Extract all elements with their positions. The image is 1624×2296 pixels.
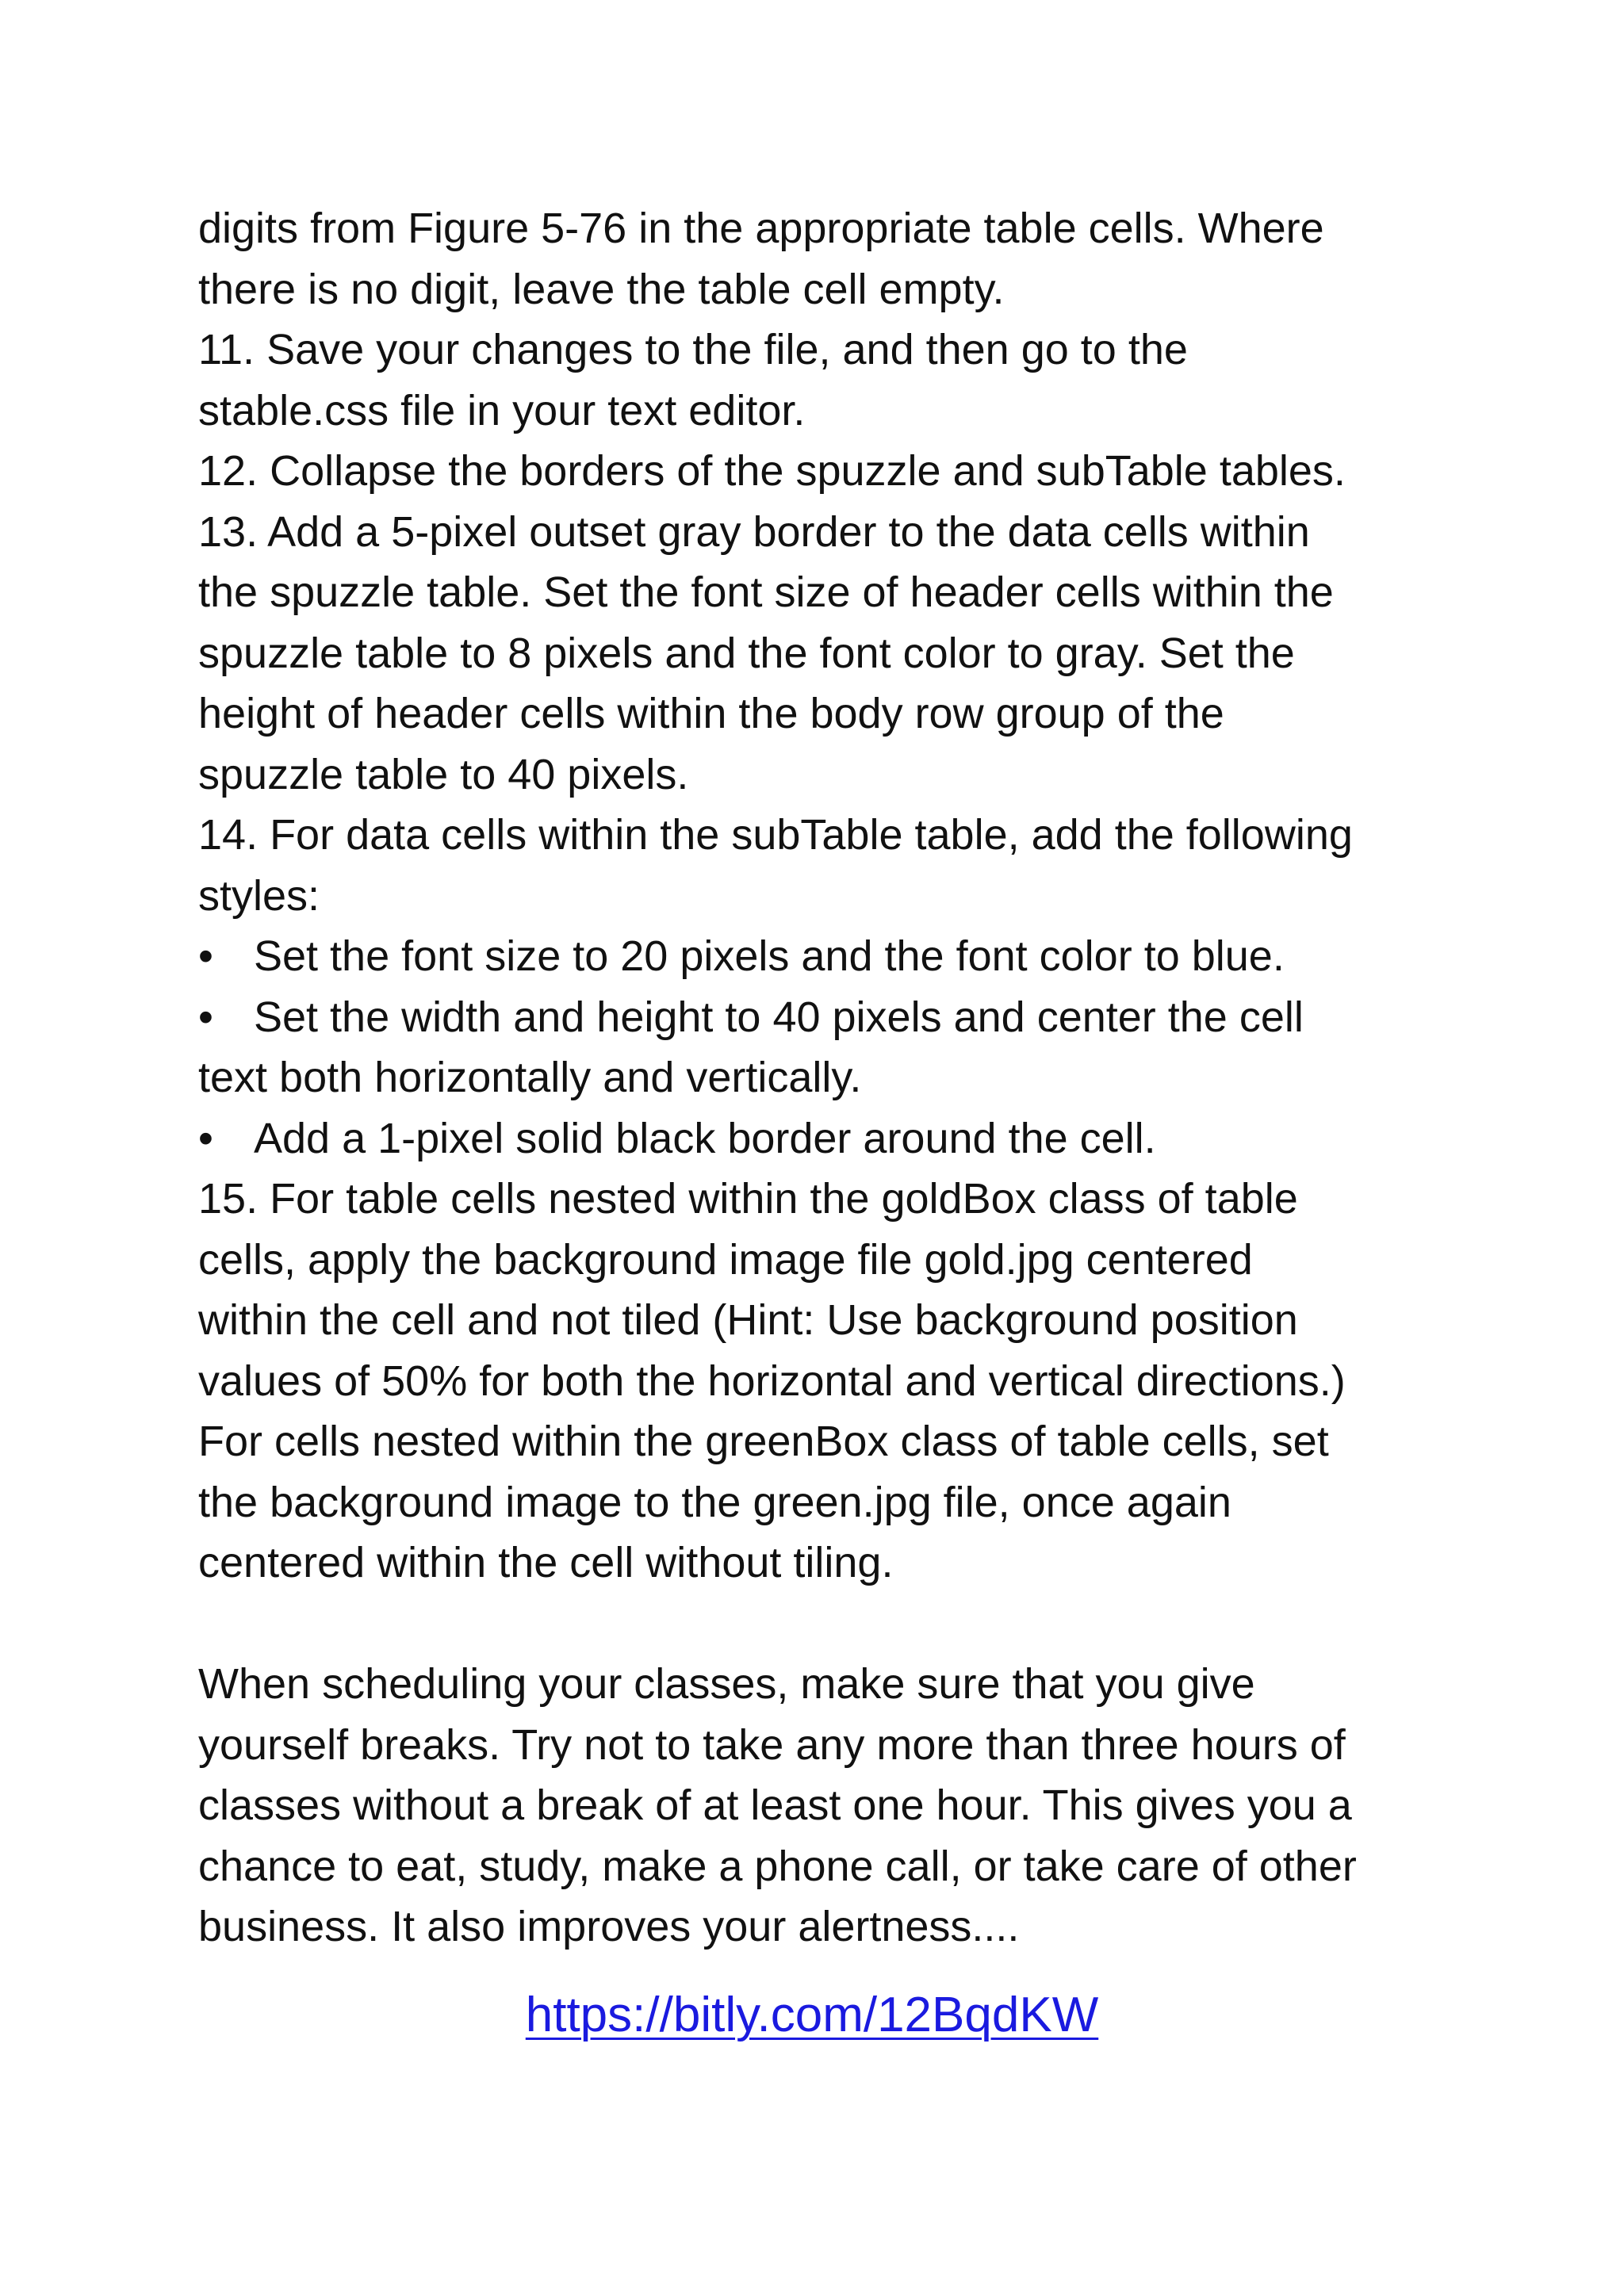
paragraph-spacer — [198, 1594, 1443, 1655]
text-line: within the cell and not tiled (Hint: Use background position — [198, 1296, 1298, 1344]
paragraph-line: yourself breaks. Try not to take any more than three hours of — [198, 1720, 1346, 1769]
text-line: digits from Figure 5-76 in the appropriate table cells. Where — [198, 205, 1324, 252]
bullet-item — [198, 1108, 1443, 1169]
bullet-text: Set the width and height to 40 pixels and center the cell — [254, 993, 1304, 1041]
bullet-continuation: text both horizontally and vertically. — [198, 1054, 862, 1101]
text-line: 11. Save your changes to the file, and then go to the — [198, 326, 1188, 373]
text-line: height of header cells within the body row group of the — [198, 690, 1224, 737]
text-line: the spuzzle table. Set the font size of header cells within the — [198, 568, 1334, 616]
paragraph-line: business. It also improves your alertness.... — [198, 1903, 1020, 1950]
text-line: 13. Add a 5-pixel outset gray border to the data cells within — [198, 507, 1310, 556]
bullet-glyph: • — [198, 1114, 213, 1162]
bullet-item — [198, 926, 1443, 987]
text-line: stable.css file in your text editor. — [198, 386, 806, 434]
paragraph-line: chance to eat, study, make a phone call, or take care of other — [198, 1842, 1357, 1890]
paragraph-line: When scheduling your classes, make sure that you give — [198, 1660, 1255, 1708]
text-line: there is no digit, leave the table cell empty. — [198, 265, 1005, 313]
bullet-text: Set the font size to 20 pixels and the font color to blue. — [254, 932, 1285, 980]
text-line: cells, apply the background image file gold.jpg centered — [198, 1235, 1253, 1284]
text-line: For cells nested within the greenBox class of table cells, set — [198, 1418, 1329, 1465]
text-line: values of 50% for both the horizontal and vertical directions.) — [198, 1357, 1346, 1405]
text-line: 15. For table cells nested within the goldBox class of table — [198, 1175, 1298, 1223]
document-page — [198, 198, 1443, 1957]
text-line: 12. Collapse the borders of the spuzzle and subTable tables. — [198, 447, 1346, 495]
link-container — [0, 1987, 1624, 2043]
text-line: spuzzle table to 40 pixels. — [198, 750, 689, 798]
text-line: styles: — [198, 871, 320, 920]
paragraph-line: classes without a break of at least one hour. This gives you a — [198, 1781, 1352, 1829]
text-line: 14. For data cells within the subTable table, add the following — [198, 811, 1353, 859]
text-line: centered within the cell without tiling. — [198, 1539, 894, 1586]
bullet-text: Add a 1-pixel solid black border around the cell. — [254, 1114, 1156, 1162]
text-line: the background image to the green.jpg file, once again — [198, 1478, 1231, 1526]
text-line: spuzzle table to 8 pixels and the font color to gray. Set the — [198, 629, 1295, 677]
source-link[interactable]: https://bitly.com/12BqdKW — [525, 1988, 1099, 2042]
bullet-item — [198, 987, 1443, 1048]
bullet-glyph: • — [198, 932, 213, 980]
bullet-glyph: • — [198, 993, 213, 1041]
